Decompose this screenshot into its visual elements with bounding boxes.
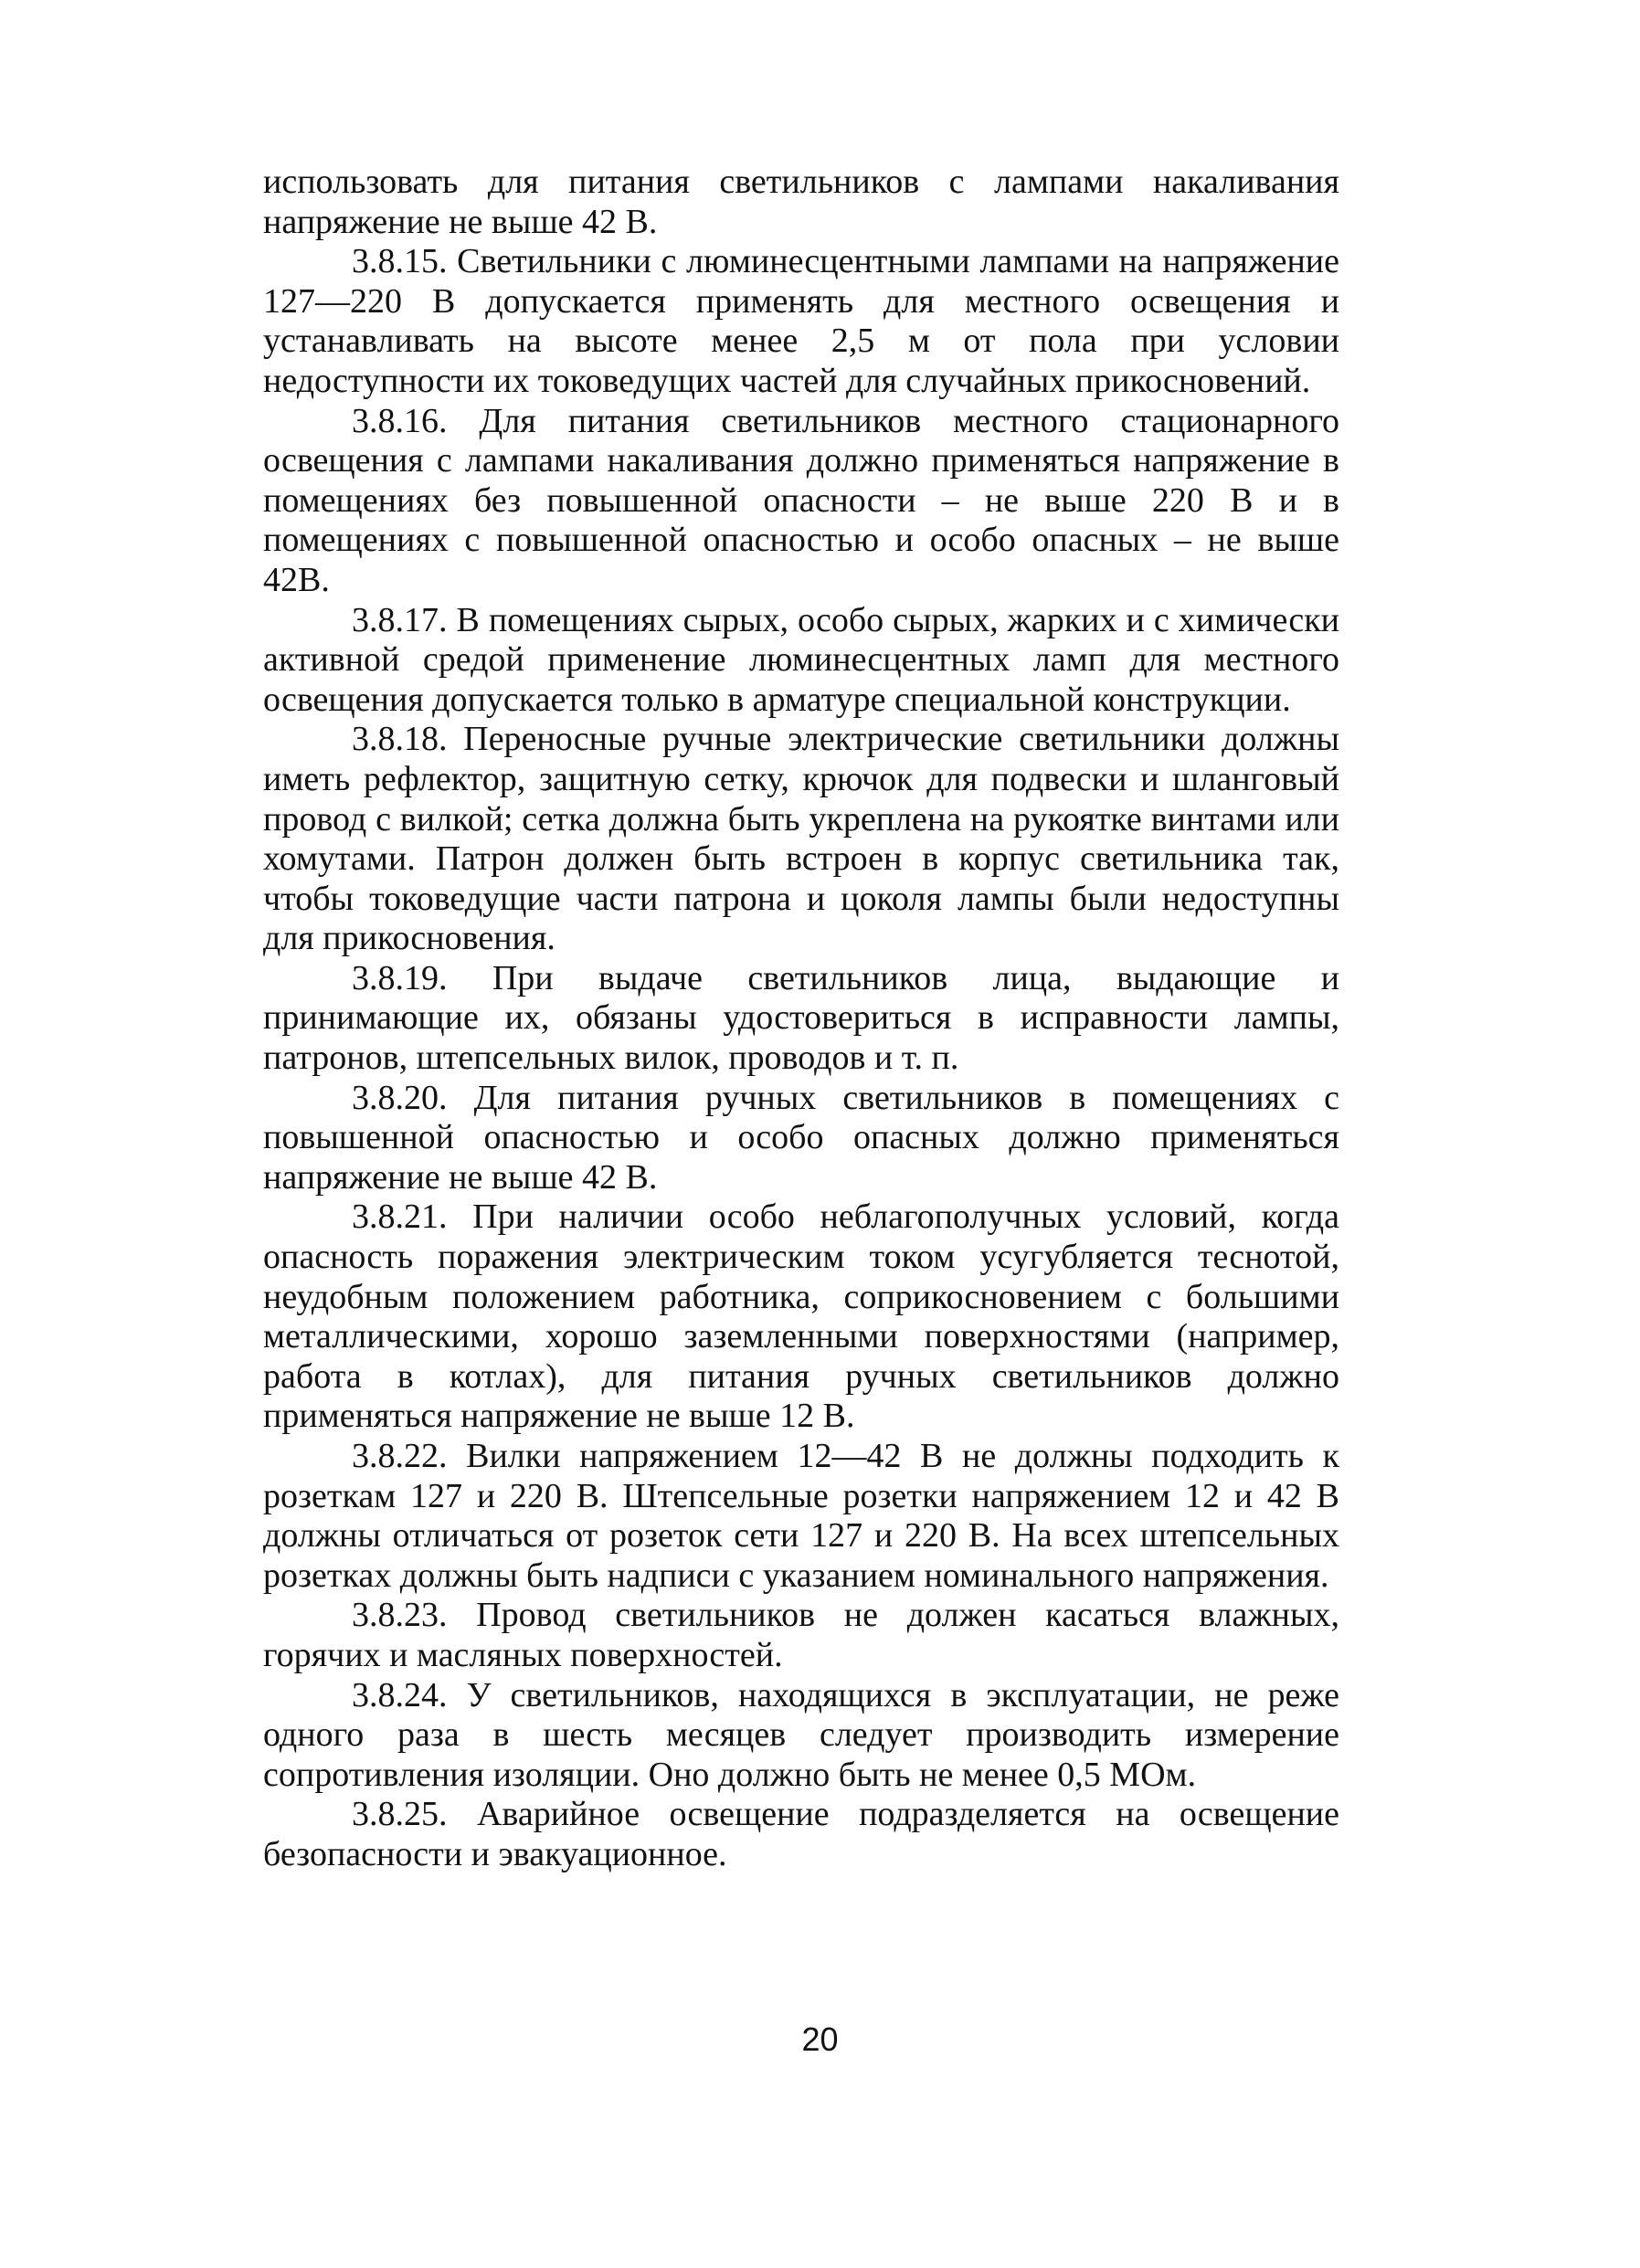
paragraph-3-8-24: 3.8.24. У светильников, находящихся в эксплуатации, не реже одного раза в шесть месяцев следует производить измерение сопротивления изоляции. Оно должно быть не менее 0,5 МОм. xyxy=(263,1675,1339,1794)
paragraph-3-8-16: 3.8.16. Для питания светильников местного стационарного освещения с лампами накаливания должно применяться напряжение в помещениях без повышенной опасности – не выше 220 В и в помещениях с повышенной опасностью и особо опасных – не выше 42В. xyxy=(263,401,1339,599)
paragraph-3-8-21: 3.8.21. При наличии особо неблагополучных условий, когда опасность поражения электрическим током усугубляется теснотой, неудобным положением работника, соприкосновением с большими металлическими, хорошо заземленными поверхностями (например, работа в котлах), для питания ручных светильников должно применяться напряжение не выше 12 В. xyxy=(263,1197,1339,1436)
page-number: 20 xyxy=(801,2020,839,2058)
paragraph-3-8-18: 3.8.18. Переносные ручные электрические светильники должны иметь рефлектор, защитную сетку, крючок для подвески и шланговый провод с вилкой; сетка должна быть укреплена на рукоятке винтами или хомутами. Патрон должен быть встроен в корпус светильника так, чтобы токоведущие части патрона и цоколя лампы были недоступны для прикосновения. xyxy=(263,720,1339,958)
paragraph-continuation: использовать для питания светильников с лампами накаливания напряжение не выше 42 В. xyxy=(263,163,1339,241)
paragraph-3-8-25: 3.8.25. Аварийное освещение подразделяется на освещение безопасности и эвакуационное. xyxy=(263,1795,1339,1873)
paragraph-3-8-22: 3.8.22. Вилки напряжением 12—42 В не должны подходить к розеткам 127 и 220 В. Штепсельные розетки напряжением 12 и 42 В должны отличаться от розеток сети 127 и 220 В. На всех штепсельных розетках должны быть надписи с указанием номинального напряжения. xyxy=(263,1437,1339,1595)
paragraph-3-8-15: 3.8.15. Светильники с люминесцентными лампами на напряжение 127—220 В допускается применять для местного освещения и устанавливать на высоте менее 2,5 м от пола при условии недоступности их токоведущих частей для случайных прикосновений. xyxy=(263,242,1339,400)
body-text xyxy=(263,163,1339,1875)
paragraph-3-8-19: 3.8.19. При выдаче светильников лица, выдающие и принимающие их, обязаны удостовериться в исправности лампы, патронов, штепсельных вилок, проводов и т. п. xyxy=(263,958,1339,1078)
paragraph-3-8-17: 3.8.17. В помещениях сырых, особо сырых, жарких и с химически активной средой применение люминесцентных ламп для местного освещения допускается только в арматуре специальной конструкции. xyxy=(263,600,1339,719)
paragraph-3-8-20: 3.8.20. Для питания ручных светильников в помещениях с повышенной опасностью и особо опасных должно применяться напряжение не выше 42 В. xyxy=(263,1078,1339,1197)
paragraph-3-8-23: 3.8.23. Провод светильников не должен касаться влажных, горячих и масляных поверхностей. xyxy=(263,1596,1339,1674)
